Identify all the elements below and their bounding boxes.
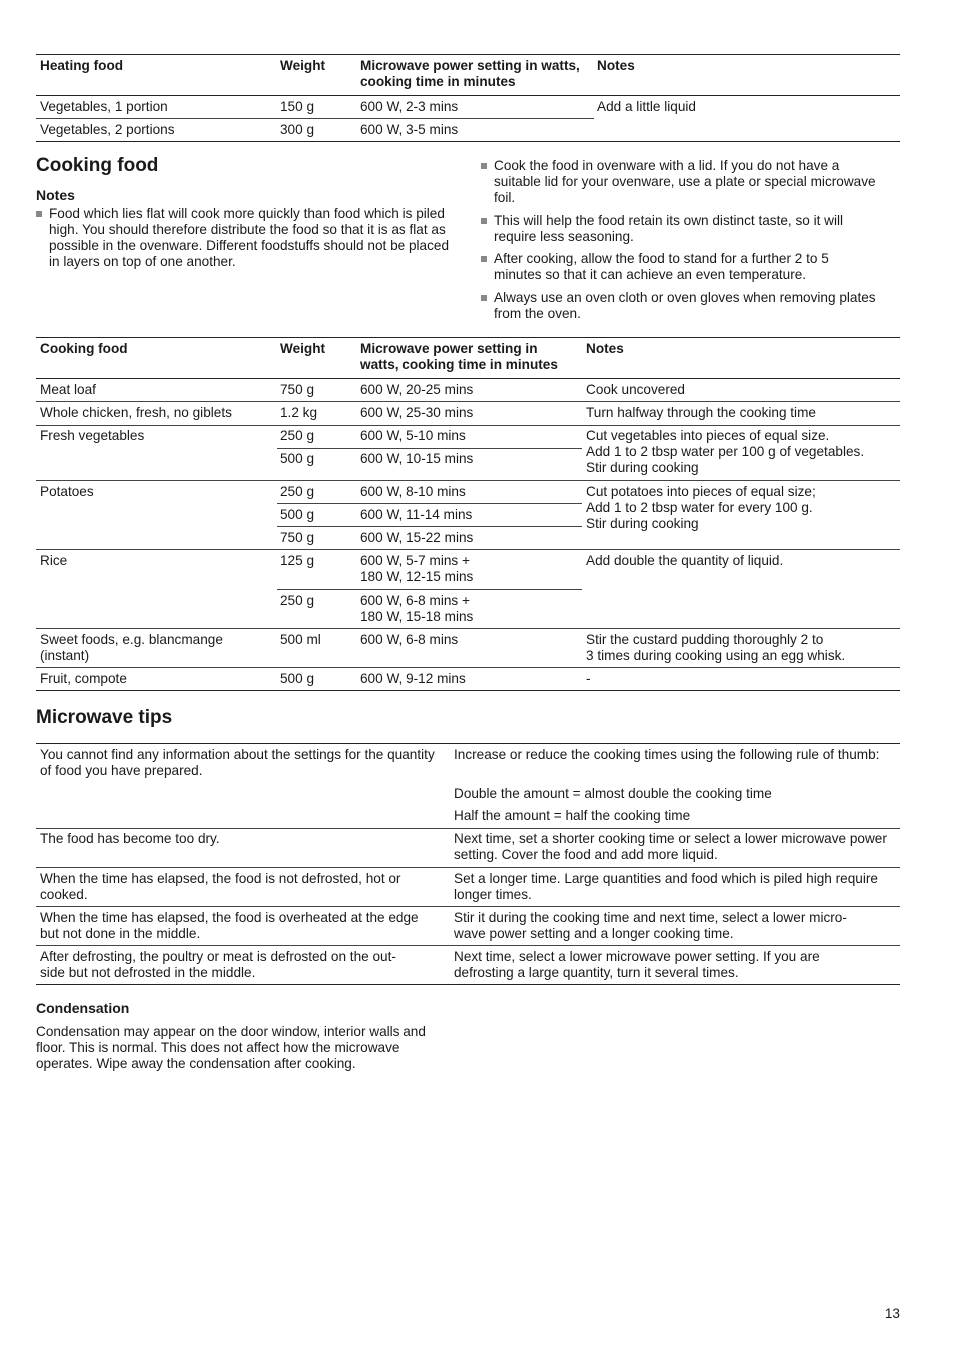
tip-problem: When the time has elapsed, the food is not defrosted, hot or cooked. [40, 871, 401, 902]
cooking-row-setting: 600 W, 25-30 mins [360, 405, 474, 420]
cooking-row-weight: 500 g [280, 507, 315, 522]
cooking-row-notes: Stir the custard pudding thoroughly 2 to 3 times during cooking using an egg whisk. [586, 632, 846, 663]
heating-row-2-weight: 300 g [280, 122, 315, 137]
cooking-row-setting: 600 W, 5-10 mins [360, 428, 466, 443]
cooking-row-weight: 1.2 kg [280, 405, 318, 420]
heating-header-setting: Microwave power setting in watts, cooking time in minutes [360, 58, 580, 89]
tip-solution: Half the amount = half the cooking time [454, 808, 691, 823]
cooking-row-food: Fruit, compote [40, 671, 127, 686]
tip-solution: Next time, select a lower microwave power setting. If you are defrosting a large quantity, turn it several times. [454, 949, 820, 980]
tip-solution: Stir it during the cooking time and next time, select a lower micro- wave power setting and a longer cooking time. [454, 910, 847, 941]
cooking-row-weight: 750 g [280, 382, 315, 397]
cooking-row-notes: Add double the quantity of liquid. [586, 553, 784, 568]
condensation-heading: Condensation [36, 1000, 130, 1016]
note-text: Cook the food in ovenware with a lid. If you do not have a suitable lid for your ovenware, use a plate or special microwave foil. [494, 158, 876, 205]
heating-header-weight: Weight [280, 58, 326, 73]
cooking-row-notes: Cut vegetables into pieces of equal size. Add 1 to 2 tbsp water per 100 g of vegetables. Stir during cooking [586, 428, 865, 475]
tip-problem: After defrosting, the poultry or meat is defrosted on the out- side but not defrosted in the middle. [40, 949, 396, 980]
tip-problem: You cannot find any information about the settings for the quantity of food you have prepared. [40, 747, 435, 778]
cooking-row-food: Potatoes [40, 484, 94, 499]
heating-row-1-food: Vegetables, 1 portion [40, 99, 168, 114]
cooking-row-setting: 600 W, 5-7 mins + 180 W, 12-15 mins [360, 553, 474, 584]
heating-header-food: Heating food [40, 58, 124, 73]
cooking-row-weight: 500 g [280, 451, 315, 466]
cooking-row-weight: 250 g [280, 593, 315, 608]
cooking-row-setting: 600 W, 8-10 mins [360, 484, 466, 499]
bullet-square-icon [481, 256, 487, 262]
cooking-row-weight: 750 g [280, 530, 315, 545]
cooking-header-weight: Weight [280, 341, 326, 356]
cooking-header-setting: Microwave power setting in watts, cooking time in minutes [360, 341, 558, 372]
heating-row-1-weight: 150 g [280, 99, 315, 114]
condensation-text: Condensation may appear on the door window, interior walls and floor. This is normal. This does not affect how the microwave operates. Wipe away the condensation after cooking. [36, 1024, 426, 1071]
heating-row-2-food: Vegetables, 2 portions [40, 122, 175, 137]
note-text: This will help the food retain its own distinct taste, so it will require less seasoning. [494, 213, 844, 244]
cooking-row-setting: 600 W, 6-8 mins [360, 632, 459, 647]
microwave-tips-title: Microwave tips [36, 707, 173, 728]
heating-header-notes: Notes [597, 58, 635, 73]
heating-row-1-notes: Add a little liquid [597, 99, 696, 114]
tip-solution: Increase or reduce the cooking times using the following rule of thumb: [454, 747, 880, 762]
tip-problem: The food has become too dry. [40, 831, 220, 846]
cooking-row-setting: 600 W, 9-12 mins [360, 671, 466, 686]
cooking-row-setting: 600 W, 11-14 mins [360, 507, 473, 522]
bullet-square-icon [481, 163, 487, 169]
tip-solution: Set a longer time. Large quantities and food which is piled high require longer times. [454, 871, 878, 902]
note-text: Always use an oven cloth or oven gloves when removing plates from the oven. [494, 290, 876, 321]
bullet-square-icon [36, 211, 42, 217]
bullet-square-icon [481, 295, 487, 301]
cooking-row-weight: 500 ml [280, 632, 321, 647]
cooking-row-notes: Cook uncovered [586, 382, 685, 397]
heating-row-2-setting: 600 W, 3-5 mins [360, 122, 459, 137]
cooking-header-food: Cooking food [40, 341, 128, 356]
cooking-row-food: Meat loaf [40, 382, 96, 397]
notes-heading: Notes [36, 187, 75, 203]
heating-row-1-setting: 600 W, 2-3 mins [360, 99, 459, 114]
cooking-row-food: Rice [40, 553, 68, 568]
cooking-header-notes: Notes [586, 341, 624, 356]
cooking-row-food: Sweet foods, e.g. blancmange (instant) [40, 632, 223, 663]
cooking-row-weight: 500 g [280, 671, 315, 686]
bullet-square-icon [481, 218, 487, 224]
cooking-row-weight: 125 g [280, 553, 315, 568]
page-number: 13 [884, 1306, 900, 1321]
note-text: Food which lies flat will cook more quickly than food which is piled high. You should therefore distribute the food so that it is as flat as possible in the ovenware. Different foodstuffs should not be placed in layers on top of one another. [49, 206, 450, 269]
cooking-row-weight: 250 g [280, 484, 315, 499]
cooking-row-setting: 600 W, 15-22 mins [360, 530, 474, 545]
cooking-row-food: Whole chicken, fresh, no giblets [40, 405, 232, 420]
cooking-row-setting: 600 W, 6-8 mins + 180 W, 15-18 mins [360, 593, 474, 624]
cooking-food-title: Cooking food [36, 155, 159, 176]
tip-solution: Double the amount = almost double the cooking time [454, 786, 772, 801]
cooking-row-setting: 600 W, 20-25 mins [360, 382, 474, 397]
cooking-row-notes: Cut potatoes into pieces of equal size; Add 1 to 2 tbsp water for every 100 g. Stir during cooking [586, 484, 816, 531]
cooking-row-setting: 600 W, 10-15 mins [360, 451, 474, 466]
cooking-row-food: Fresh vegetables [40, 428, 145, 443]
cooking-row-weight: 250 g [280, 428, 315, 443]
cooking-row-notes: - [586, 671, 591, 686]
tip-problem: When the time has elapsed, the food is overheated at the edge but not done in the middle. [40, 910, 419, 941]
note-text: After cooking, allow the food to stand for a further 2 to 5 minutes so that it can achieve an even temperature. [494, 251, 829, 282]
cooking-row-notes: Turn halfway through the cooking time [586, 405, 816, 420]
tip-solution: Next time, set a shorter cooking time or select a lower microwave power setting. Cover the food and add more liquid. [454, 831, 887, 862]
